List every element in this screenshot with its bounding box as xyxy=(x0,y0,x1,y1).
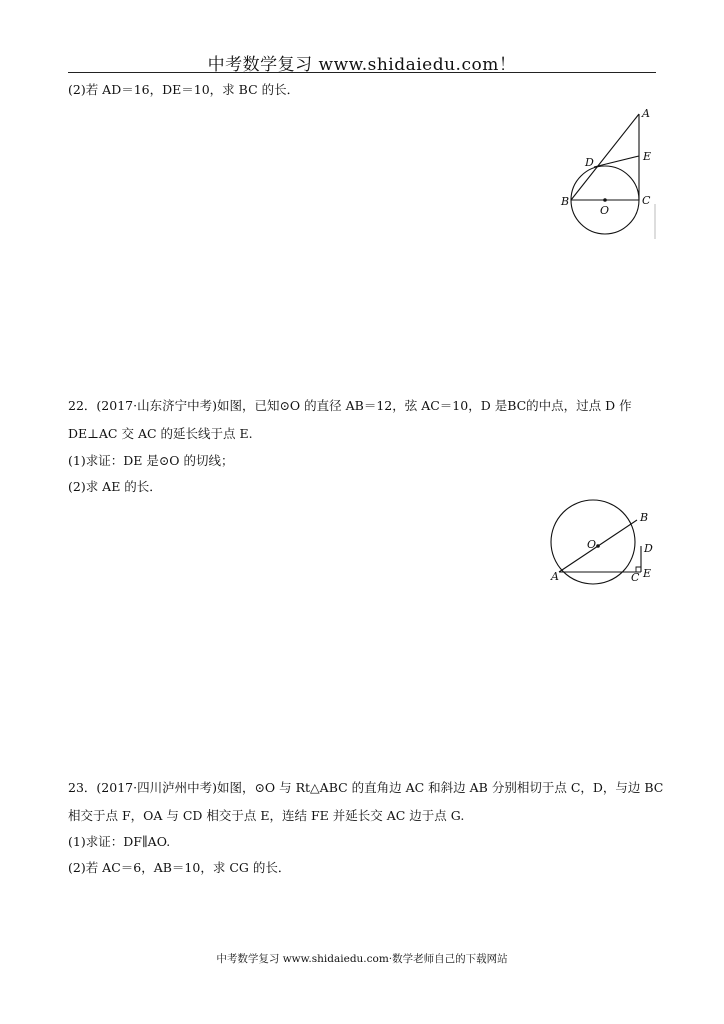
q23-part2: (2)若 AC＝6，AB＝10，求 CG 的长． xyxy=(68,860,291,875)
q23-line1: 23．(2017·四川泸州中考)如图，⊙O 与 Rt△ABC 的直角边 AC 和斜边 AB 分别相切于点 C，D，与边 BC xyxy=(68,780,664,795)
fig1-label-c: C xyxy=(642,194,651,207)
page-header-title: 中考数学复习 www.shidaiedu.com！ xyxy=(207,55,517,75)
figure-q22 xyxy=(545,500,665,590)
fig1-label-a: A xyxy=(642,107,650,120)
fig2-label-c: C xyxy=(631,571,640,584)
header-divider xyxy=(68,72,656,73)
fig2-label-e: E xyxy=(643,567,652,580)
page-footer: 中考数学复习 www.shidaiedu.com·数学老师自己的下载网站 xyxy=(216,953,508,965)
fig2-center-dot xyxy=(596,544,600,548)
fig1-center-dot xyxy=(603,198,607,202)
q23-part1: (1)求证：DF∥AO. xyxy=(68,834,171,849)
figure-q21 xyxy=(555,104,665,244)
q22-line2: DE⊥AC 交 AC 的延长线于点 E. xyxy=(68,426,253,441)
fig1-label-d: D xyxy=(585,156,594,169)
q21-part2: (2)若 AD＝16，DE＝10，求 BC 的长． xyxy=(68,82,300,97)
fig2-label-b: B xyxy=(640,511,649,524)
fig1-label-e: E xyxy=(643,150,652,163)
fig2-label-o: O xyxy=(587,538,597,551)
q22-part2: (2)求 AE 的长． xyxy=(68,479,162,494)
fig1-label-b: B xyxy=(561,195,570,208)
q23-line2: 相交于点 F，OA 与 CD 相交于点 E，连结 FE 并延长交 AC 边于点 G. xyxy=(68,808,465,823)
fig1-segment-ba xyxy=(571,114,639,200)
fig2-label-a: A xyxy=(551,570,559,583)
fig2-label-d: D xyxy=(644,542,653,555)
q22-line1: 22．(2017·山东济宁中考)如图，已知⊙O 的直径 AB＝12，弦 AC＝10，D 是BC的中点，过点 D 作 xyxy=(68,398,632,413)
q22-part1: (1)求证：DE 是⊙O 的切线； xyxy=(68,453,234,468)
fig1-label-o: O xyxy=(600,204,610,217)
